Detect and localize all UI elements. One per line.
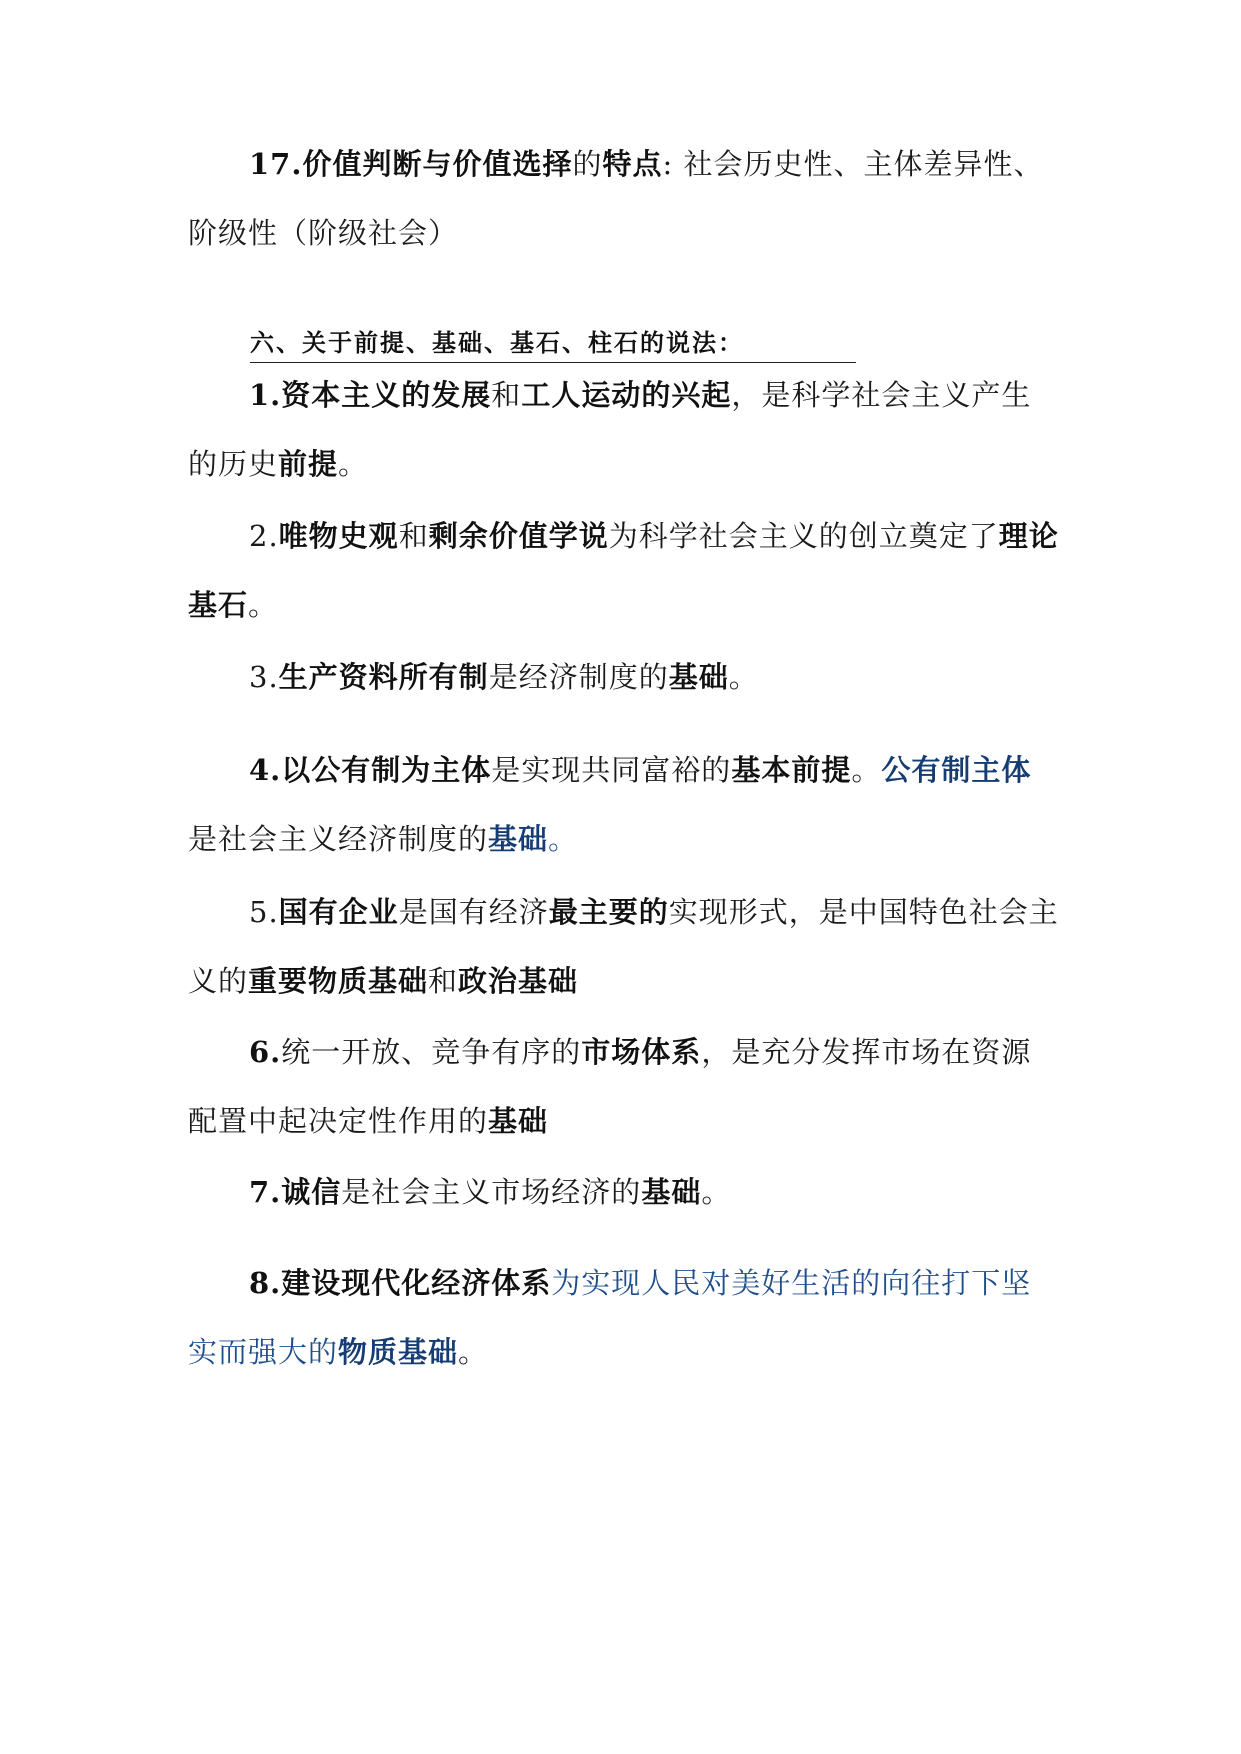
- text: 为科学社会主义的创立奠定了: [608, 519, 999, 553]
- section-heading: 六、关于前提、基础、基石、柱石的说法：: [250, 326, 856, 363]
- bold-term: 资本主义的发展: [281, 378, 492, 412]
- bold-term: 诚信: [281, 1175, 342, 1209]
- bold-term: 基础: [488, 1104, 549, 1138]
- item-number: 8.: [249, 1266, 282, 1300]
- bold-term: 唯物史观: [278, 519, 399, 553]
- highlight-term: 公有制主体: [881, 753, 1032, 787]
- paragraph-4: [188, 736, 1060, 874]
- item-number: 3.: [249, 660, 279, 694]
- text: 和: [491, 378, 522, 412]
- item-number: 2.: [249, 519, 279, 553]
- paragraph-2: [188, 502, 1060, 640]
- bold-term: 工人运动的兴起: [521, 378, 732, 412]
- text: ，是充分发挥市场在资源配置中起决定性作用的: [188, 1035, 1032, 1138]
- text: 和: [428, 964, 459, 998]
- item-number: 6.: [249, 1035, 282, 1069]
- bold-term: 基础: [668, 660, 729, 694]
- text: 。: [701, 1175, 732, 1209]
- text: 。: [851, 753, 882, 787]
- bold-term: 理论基石: [188, 519, 1059, 622]
- bold-term: 市场体系: [581, 1035, 702, 1069]
- text: 是国有经济: [398, 895, 549, 929]
- highlight-term: 基础: [488, 822, 549, 856]
- bold-term: 以公有制为主体: [281, 753, 492, 787]
- paragraph-7: [188, 1158, 1060, 1227]
- paragraph-6: [188, 1018, 1060, 1156]
- bold-term: 基础: [641, 1175, 702, 1209]
- item-number: 4.: [249, 753, 282, 787]
- item-number: 5.: [249, 895, 279, 929]
- text: 。: [248, 588, 279, 622]
- bold-term: 最主要的: [548, 895, 669, 929]
- text: 。: [338, 447, 369, 481]
- text: 实现形式，是中国特色社会主义的: [188, 895, 1059, 998]
- text: 。: [548, 822, 579, 856]
- item-number: 1.: [249, 378, 282, 412]
- text: 。: [728, 660, 759, 694]
- text: 是社会主义市场经济的: [341, 1175, 642, 1209]
- paragraph-17: [188, 130, 1060, 268]
- bold-term: 建设现代化经济体系: [281, 1266, 552, 1300]
- item-number: 7.: [249, 1175, 282, 1209]
- bold-term: 前提: [278, 447, 339, 481]
- paragraph-8: [188, 1249, 1060, 1387]
- paragraph-1: [188, 361, 1060, 499]
- bold-term: 政治基础: [458, 964, 579, 998]
- text: 。: [458, 1335, 489, 1369]
- bold-term: 特点: [602, 147, 663, 181]
- item-number: 17.: [249, 147, 303, 181]
- text: 为实现人民对美好生活的向往打下坚实而强大的: [188, 1266, 1032, 1369]
- bold-term: 剩余价值学说: [428, 519, 609, 553]
- text: ，是科学社会主义产生的历史: [188, 378, 1032, 481]
- bold-term: 重要物质基础: [248, 964, 429, 998]
- text: 是实现共同富裕的: [491, 753, 732, 787]
- bold-term: 价值判断与价值选择: [302, 147, 573, 181]
- paragraph-5: [188, 878, 1060, 1016]
- text: 和: [398, 519, 429, 553]
- text: 的: [572, 147, 603, 181]
- bold-term: 国有企业: [278, 895, 399, 929]
- highlight-term: 物质基础: [338, 1335, 459, 1369]
- bold-term: 生产资料所有制: [278, 660, 489, 694]
- text: 是经济制度的: [488, 660, 669, 694]
- paragraph-3: [188, 643, 1060, 712]
- text: 是社会主义经济制度的: [188, 822, 489, 856]
- text: 统一开放、竞争有序的: [281, 1035, 582, 1069]
- text: : 社会历史性、主体差异性、阶级性（阶级社会）: [188, 147, 1044, 250]
- bold-term: 基本前提: [731, 753, 852, 787]
